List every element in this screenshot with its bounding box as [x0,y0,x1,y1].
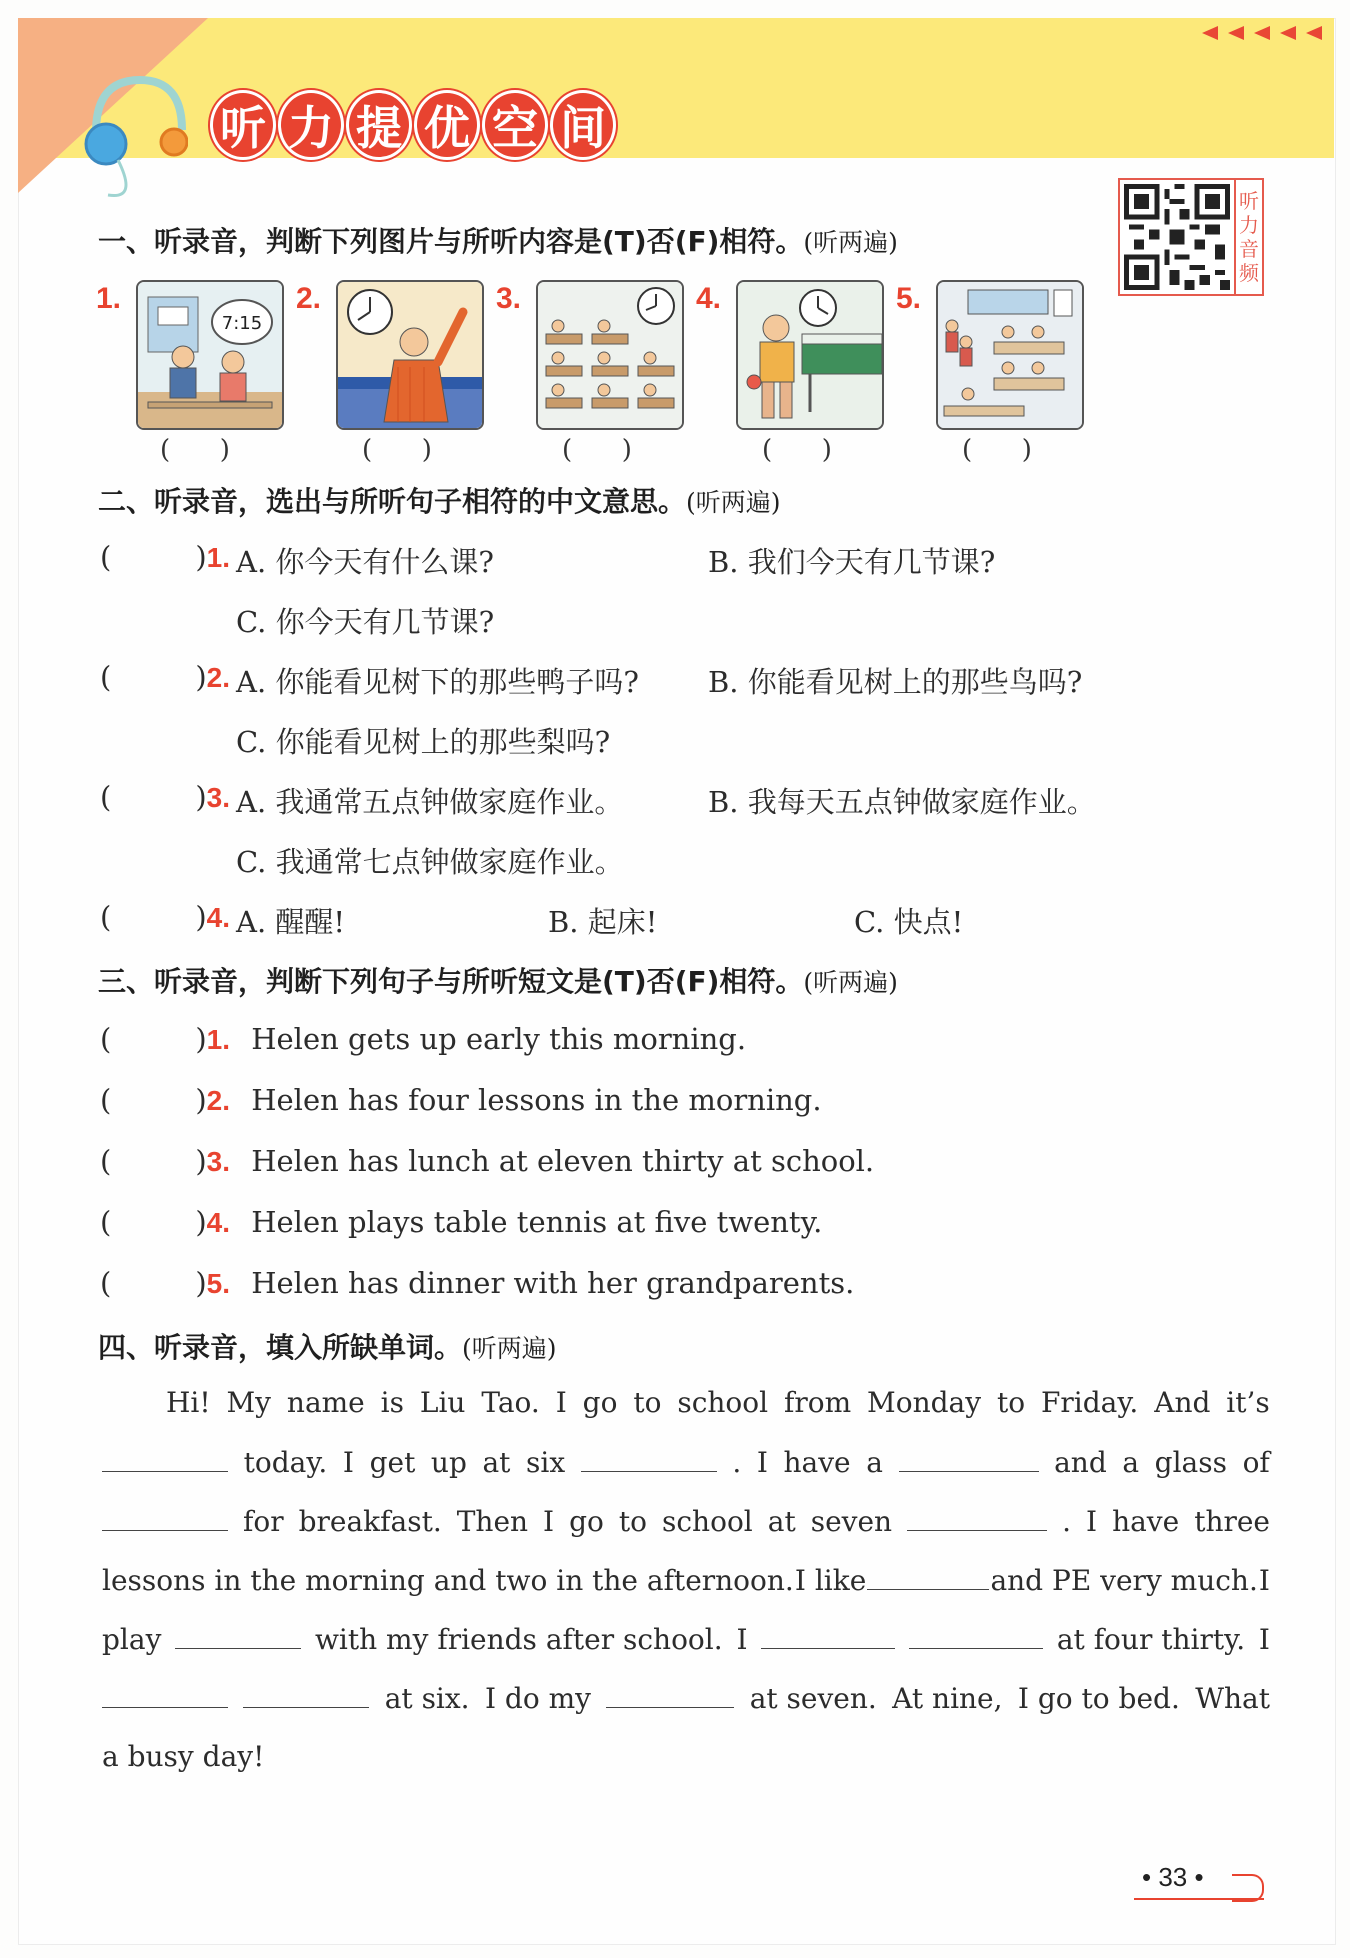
qr-audio-block[interactable] [1118,178,1264,296]
s2-question-1 [100,540,230,574]
picture-number: 4. [696,282,722,315]
picture-classroom [536,280,684,430]
picture-canteen [936,280,1084,430]
answer-paren-close: ) [195,900,207,934]
answer-paren-2[interactable]: ( ) [362,435,432,465]
title-char: 优 [414,90,480,160]
passage-line-5 [102,1622,1270,1656]
fill-blank-10[interactable] [102,1681,228,1708]
qr-label-char: 听 [1239,189,1259,213]
question-number: 3. [206,1146,231,1177]
qr-code-icon[interactable] [1124,184,1230,290]
answer-paren-open[interactable]: ( [100,660,112,694]
passage-word: go [569,1505,604,1538]
passage-word: a [1122,1446,1140,1479]
fill-blank-5[interactable] [907,1504,1047,1531]
section4-heading [98,1326,557,1366]
section4-note: (听两遍) [462,1334,557,1363]
passage-word: to [618,1505,647,1538]
passage-word: today. [243,1446,328,1479]
passage-text: I [736,1623,748,1656]
s3-item-3 [100,1144,874,1178]
passage-word: Tao. [481,1386,540,1419]
page-title [210,90,616,160]
passage-word: go [582,1386,618,1419]
option-b: B. 你能看见树上的那些鸟吗? [708,665,1083,699]
passage-text: What [1195,1682,1270,1715]
option-a: A. 醒醒! [236,905,346,939]
statement-text: Helen plays table tennis at five twenty. [251,1205,823,1239]
fill-blank-3[interactable] [899,1445,1039,1472]
qr-label-char: 力 [1239,213,1259,237]
answer-paren-close: ) [195,1205,207,1239]
qr-label-char: 音 [1239,237,1259,261]
title-char: 空 [482,90,548,160]
arrow-icon [1254,26,1270,40]
s3-item-4 [100,1205,822,1239]
passage-text: I like [794,1564,867,1597]
answer-paren-open[interactable]: ( [100,540,112,574]
answer-paren-open[interactable]: ( [100,1266,112,1300]
answer-paren-close: ) [195,1083,207,1117]
passage-word: school [677,1386,769,1419]
passage-text: a busy day! [102,1740,265,1773]
passage-word: Hi! [166,1386,211,1419]
question-number: 4. [206,902,231,933]
passage-word: I [543,1505,555,1538]
section1-heading-text: 一、听录音，判断下列图片与所听内容是(T)否(F)相符。 [98,225,804,258]
fill-blank-6[interactable] [867,1563,989,1590]
passage-word: at [482,1446,511,1479]
passage-word: I [756,1446,768,1479]
passage-word: I [342,1446,354,1479]
question-number: 1. [206,1024,231,1055]
passage-word: it’s [1226,1386,1270,1419]
answer-paren-4[interactable]: ( ) [762,435,832,465]
s3-item-2 [100,1083,822,1117]
qr-label [1234,180,1262,294]
section3-note: (听两遍) [803,968,898,997]
option-c: C. 你能看见树上的那些梨吗? [236,725,611,759]
passage-word: Friday. [1040,1386,1139,1419]
passage-word: from [784,1386,852,1419]
answer-paren-close: ) [195,1022,207,1056]
answer-paren-close: ) [195,660,207,694]
question-number: 2. [206,1085,231,1116]
section3-heading-text: 三、听录音，判断下列句子与所听短文是(T)否(F)相符。 [98,965,804,998]
passage-word: Liu [419,1386,466,1419]
title-char: 提 [346,90,412,160]
passage-word: seven [810,1505,893,1538]
option-b: B. 我每天五点钟做家庭作业。 [708,785,1096,819]
passage-word: have [1112,1505,1180,1538]
passage-word: school [662,1505,753,1538]
passage-line-1 [166,1386,1270,1419]
arrow-icon [1202,26,1218,40]
section4-heading-text: 四、听录音，填入所缺单词。 [98,1331,463,1364]
passage-word: Then [456,1505,529,1538]
option-a: A. 我通常五点钟做家庭作业。 [236,785,624,819]
passage-line-6 [102,1681,1270,1715]
passage-word: breakfast. [298,1505,442,1538]
fill-blank-2[interactable] [581,1445,717,1472]
passage-word: and [1054,1446,1107,1479]
option-a: A. 你能看见树下的那些鸭子吗? [236,665,639,699]
passage-word: for [243,1505,284,1538]
passage-text: I do my [484,1682,591,1715]
question-number: 1. [206,542,231,573]
fill-blank-9[interactable] [909,1622,1043,1649]
header-arrows [1202,26,1328,40]
question-number: 3. [206,782,231,813]
answer-paren-close: ) [195,780,207,814]
page-number: • 33 • [1142,1862,1204,1892]
fill-blank-4[interactable] [102,1504,228,1531]
answer-paren-close: ) [195,540,207,574]
headphones-icon [78,70,188,200]
passage-word: Monday [867,1386,982,1419]
picture-number: 1. [96,282,122,315]
passage-word: at [767,1505,796,1538]
passage-word: three [1194,1505,1270,1538]
option-c: C. 你今天有几节课? [236,605,495,639]
fill-blank-12[interactable] [606,1681,734,1708]
option-a: A. 你今天有什么课? [236,545,494,579]
passage-text: I go to bed. [1017,1682,1180,1715]
s2-question-4 [100,900,230,934]
fill-blank-8[interactable] [761,1622,895,1649]
passage-word: is [380,1386,404,1419]
option-c: C. 我通常七点钟做家庭作业。 [236,845,624,879]
answer-paren-close: ) [195,1144,207,1178]
option-c: C. 快点! [854,905,964,939]
passage-word: six [526,1446,566,1479]
picture-number: 5. [896,282,922,315]
s3-item-1 [100,1022,746,1056]
clock-time-label: 7:15 [221,313,263,334]
title-char: 力 [278,90,344,160]
answer-paren-1[interactable]: ( ) [160,435,230,465]
picture-school-bus [136,280,284,430]
statement-text: Helen gets up early this morning. [251,1022,747,1056]
s2-question-3 [100,780,230,814]
section1-heading [98,220,898,260]
s3-item-5 [100,1266,854,1300]
passage-word: glass [1154,1446,1227,1479]
option-b: B. 起床! [548,905,658,939]
answer-paren-3[interactable]: ( ) [562,435,632,465]
answer-paren-open[interactable]: ( [100,780,112,814]
section2-heading-text: 二、听录音，选出与所听句子相符的中文意思。 [98,485,687,518]
passage-word: to [996,1386,1026,1419]
answer-paren-open[interactable]: ( [100,900,112,934]
title-char: 间 [550,90,616,160]
answer-paren-open[interactable]: ( [100,1083,112,1117]
s2-question-2 [100,660,230,694]
section3-heading [98,960,898,1000]
picture-table-tennis [736,280,884,430]
question-number: 5. [206,1268,231,1299]
passage-word: And [1154,1386,1211,1419]
fill-blank-1[interactable] [102,1445,228,1472]
passage-line-4 [102,1563,1270,1597]
passage-line-3 [102,1504,1270,1538]
passage-word: a [866,1446,883,1479]
passage-word: name [286,1386,365,1419]
fill-blank-7[interactable] [175,1622,301,1649]
answer-paren-close: ) [195,1266,207,1300]
section2-heading [98,480,781,520]
passage-word: to [633,1386,662,1419]
arrow-icon [1306,26,1322,40]
statement-text: Helen has four lessons in the morning. [251,1083,822,1117]
question-number: 2. [206,662,231,693]
passage-text: at six. [384,1682,470,1715]
statement-text: Helen has lunch at eleven thirty at school. [251,1144,875,1178]
passage-word: of [1242,1446,1270,1479]
picture-number: 2. [296,282,322,315]
fill-blank-11[interactable] [243,1681,369,1708]
passage-text: I [1258,1564,1270,1597]
passage-word: . [732,1446,742,1479]
section1-note: (听两遍) [803,228,898,257]
passage-word: have [783,1446,851,1479]
option-b: B. 我们今天有几节课? [708,545,996,579]
passage-word: up [430,1446,467,1479]
answer-paren-open[interactable]: ( [100,1205,112,1239]
answer-paren-open[interactable]: ( [100,1144,112,1178]
answer-paren-5[interactable]: ( ) [962,435,1032,465]
passage-text: and PE very much. [990,1564,1258,1597]
arrow-icon [1280,26,1296,40]
question-number: 4. [206,1207,231,1238]
statement-text: Helen has dinner with her grandparents. [251,1266,855,1300]
title-char: 听 [210,90,276,160]
section2-note: (听两遍) [686,488,781,517]
passage-word: . [1062,1505,1071,1538]
passage-text: at four thirty. [1056,1623,1246,1656]
passage-text: with my friends after school. [314,1623,723,1656]
passage-word: My [226,1386,272,1419]
passage-text: play [102,1623,162,1656]
passage-line-2 [102,1445,1270,1479]
picture-number: 3. [496,282,522,315]
passage-text: at seven. [749,1682,877,1715]
passage-text: lessons in the morning and two in the afternoon. [102,1564,794,1597]
qr-label-char: 频 [1239,261,1259,285]
passage-word: I [1086,1505,1098,1538]
passage-word: I [555,1386,567,1419]
answer-paren-open[interactable]: ( [100,1022,112,1056]
passage-word: get [369,1446,416,1479]
passage-text: I [1258,1623,1270,1656]
footer-hook-decoration [1232,1874,1264,1902]
arrow-icon [1228,26,1244,40]
passage-text: At nine, [892,1682,1003,1715]
passage-line-7 [102,1740,1270,1773]
picture-wake-up [336,280,484,430]
